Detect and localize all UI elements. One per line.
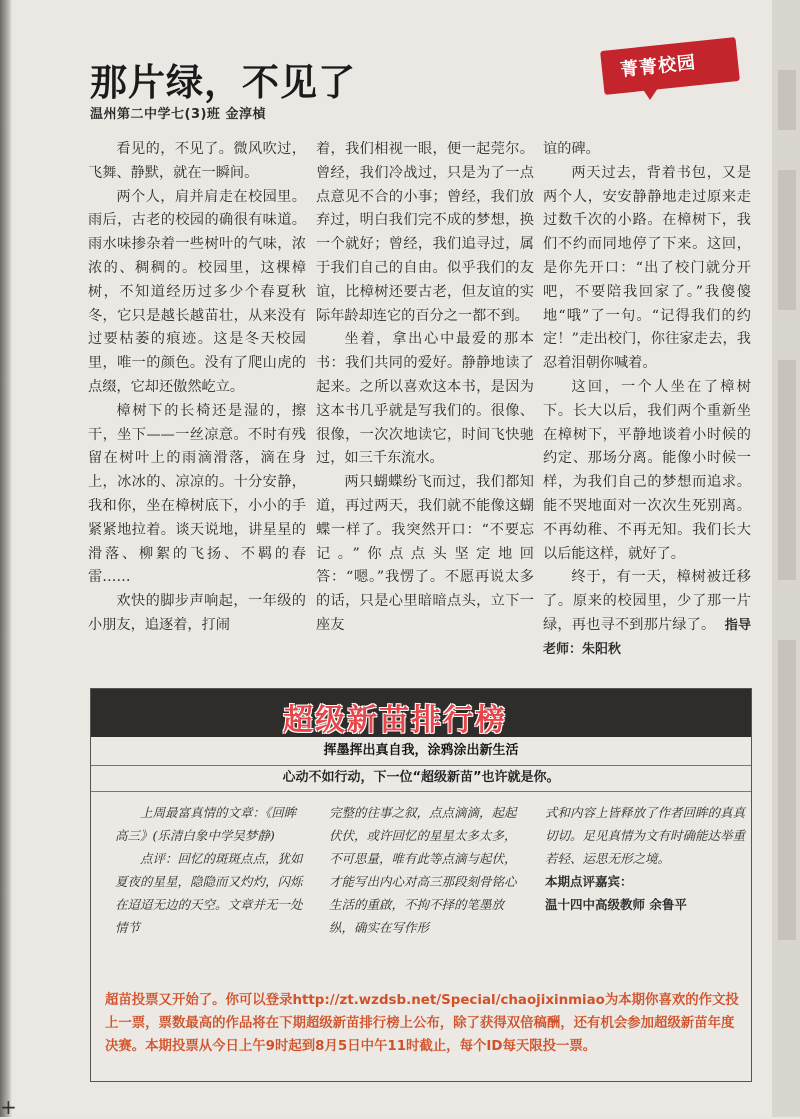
ranking-panel bbox=[90, 688, 752, 1082]
review-column-2 bbox=[329, 801, 519, 939]
review-text: 点评：回忆的斑斑点点，犹如夏夜的星星，隐隐而又灼灼，闪烁在迢迢无边的天空。文章并无一处情节 bbox=[115, 851, 303, 935]
paragraph: 着，我们相视一眼，便一起莞尔。曾经，我们冷战过，只是为了一点点意见不合的小事；曾经，我们放弃过，明白我们完不成的梦想，换一个就好；曾经，我们追寻过，属于我们自己的自由。似乎我们的友谊，比樟树还要古老，但友谊的实际年龄却连它的百分之一都不到。 bbox=[316, 141, 534, 324]
paragraph: 看见的，不见了。微风吹过，飞舞、静默，就在一瞬间。 bbox=[88, 141, 306, 181]
paragraph: 谊的碑。 bbox=[543, 141, 600, 157]
paragraph: 欢快的脚步声响起，一年级的小朋友，追逐着，打闹 bbox=[88, 593, 306, 633]
paragraph: 这回，一个人坐在了樟树下。长大以后，我们两个重新坐在樟树下，平静地谈着小时候的约定、那场分离。能像小时候一样，为我们自己的梦想而追求。能不哭地面对一次次生死别离。不再幼稚、不再无知。我们长大以后能这样，就好了。 bbox=[543, 378, 751, 562]
review-column-3 bbox=[545, 801, 745, 916]
section-tag bbox=[602, 38, 742, 108]
review-title: 上周最富真情的文章：《回眸高三》(乐清白象中学吴梦静) bbox=[115, 805, 297, 843]
article-column-2 bbox=[316, 138, 534, 638]
judge-label: 本期点评嘉宾： bbox=[545, 874, 633, 889]
ranking-call-to-action: 心动不如行动，下一位“超级新苗”也许就是你。 bbox=[282, 770, 560, 785]
article-column-3 bbox=[543, 138, 751, 662]
review-text: 式和内容上皆释放了作者回眸的真真切切。足见真情为文有时确能达举重若轻、运思无形之境。 bbox=[545, 805, 746, 866]
review-column-1 bbox=[115, 801, 303, 939]
divider bbox=[91, 765, 751, 766]
adjacent-page-strip bbox=[772, 0, 800, 1117]
article-title: 那片绿，不见了 bbox=[90, 61, 356, 104]
paragraph: 两天过去，背着书包，又是两个人，安安静静地走过原来走过数千次的小路。在樟树下，我们不约而同地停了下来。这回，是你先开口：“出了校门就分开吧，不要陪我回家了。”我傻傻地“哦”了一句。“记得我们的约定！”走出校门，你往家走去，我忍着泪朝你喊着。 bbox=[543, 164, 751, 372]
paragraph: 樟树下的长椅还是湿的，擦干，坐下——一丝凉意。不时有残留在树叶上的雨滴滑落，滴在身上，冰冰的、凉凉的。十分安静，我和你，坐在樟树底下，小小的手紧紧地拉着。谈天说地，讲星星的滑落、柳絮的飞扬、不羁的春雷…… bbox=[88, 402, 306, 586]
article-byline: 温州第二中学七(3)班 金淳楨 bbox=[90, 107, 266, 122]
ranking-subhead: 挥墨挥出真自我，涂鸦涂出新生活 bbox=[323, 743, 519, 758]
ranking-banner bbox=[91, 689, 751, 737]
ranking-banner-title: 超级新苗排行榜 bbox=[283, 703, 507, 738]
review-text: 完整的往事之叙，点点滴滴，起起伏伏，或许回忆的星星太多太多，不可思量，唯有此等点滴与起伏，才能写出内心对高三那段刻骨铭心生活的重啟，不拘不择的笔墨放纵，确实在写作形 bbox=[329, 805, 517, 935]
paragraph-text: 终于，有一天，樟树被迁移了。原来的校园里，少了那一片绿，再也寻不到那片绿了。 bbox=[543, 569, 751, 633]
page-spine-shadow bbox=[0, 0, 12, 1117]
paragraph: 两个人，肩并肩走在校园里。雨后，古老的校园的确很有味道。雨水味掺杂着一些树叶的气味，浓浓的、稠稠的。校园里，这棵樟树，不知道经历过多少个春夏秋冬，它只是越长越苗壮，从来没有过要枯萎的痕迹。这是冬天校园里，唯一的颜色。没有了爬山虎的点缀，它却还傲然屹立。 bbox=[88, 188, 306, 395]
paragraph: 两只蝴蝶纷飞而过，我们都知道，再过两天，我们就不能像这蝴蝶一样了。我突然开口：“不要忘记。”你点点头坚定地回答：“嗯。”我愣了。不愿再说太多的话，只是心里暗暗点头，立下一座友 bbox=[316, 474, 534, 633]
paragraph: 坐着，拿出心中最爱的那本书：我们共同的爱好。静静地读了起来。之所以喜欢这本书，是因为这本书几乎就是写我们的。很像、很像，一次次地读它，时间飞快驰过，如三千东流水。 bbox=[316, 331, 534, 467]
advisor-credit: 指导老师：朱阳秋 bbox=[543, 617, 751, 657]
judge-name: 温十四中高级教师 余鲁平 bbox=[545, 897, 687, 912]
article-column-1 bbox=[88, 138, 306, 638]
section-tag-label: 菁菁校园 bbox=[619, 52, 698, 81]
registration-mark-icon: + bbox=[0, 1095, 17, 1119]
paragraph bbox=[543, 566, 751, 661]
divider bbox=[91, 791, 751, 792]
vote-notice: 超苗投票又开始了。你可以登录http://zt.wzdsb.net/Special/chaojixinmiao为本期你喜欢的作文投上一票，票数最高的作品将在下期超级新苗排行榜上公布，除了获得双倍稿酬，还有机会参加超级新苗年度决赛。本期投票从今日上午9时起到8月5日中午11时截止，每个ID每天限投一票。 bbox=[105, 993, 739, 1054]
